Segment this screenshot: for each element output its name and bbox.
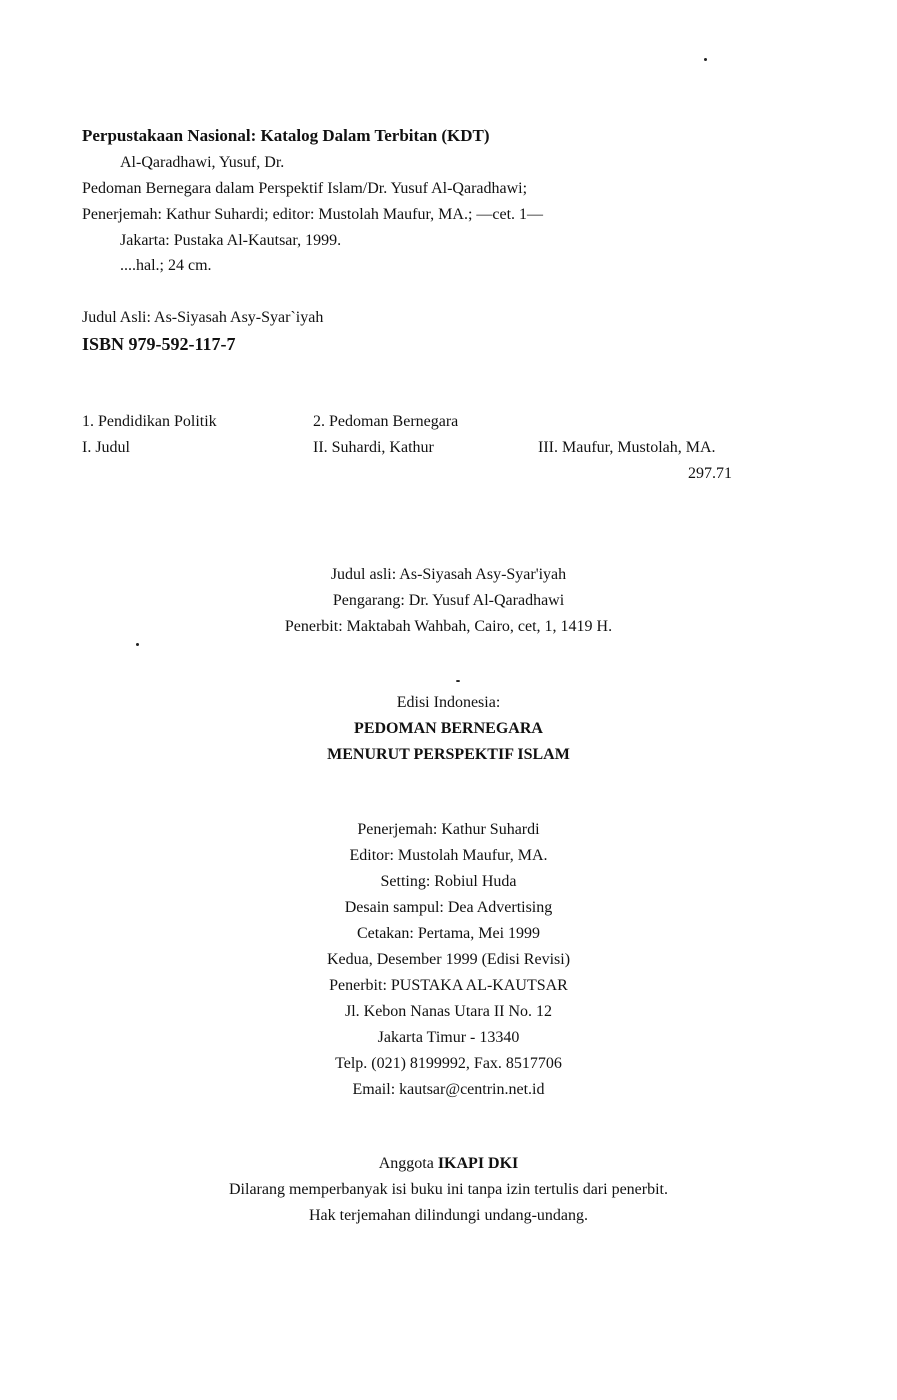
- credit-city: Jakarta Timur - 13340: [377, 1029, 520, 1046]
- copy-notice: Dilarang memperbanyak isi buku ini tanpa izin tertulis dari penerbit.: [229, 1181, 668, 1198]
- classification-number: 297.71: [688, 465, 732, 482]
- kdt-heading: Perpustakaan Nasional: Katalog Dalam Terbitan (KDT): [82, 126, 490, 145]
- credit-phone: Telp. (021) 8199992, Fax. 8517706: [335, 1055, 562, 1072]
- credit-address: Jl. Kebon Nanas Utara II No. 12: [344, 1003, 553, 1020]
- credit-setting: Setting: Robiul Huda: [380, 873, 517, 890]
- scan-speck: [136, 643, 139, 646]
- scan-speck: [456, 680, 460, 682]
- original-publisher: Penerbit: Maktabah Wahbah, Cairo, cet, 1, 1419 H.: [284, 618, 613, 635]
- edition-title-line1: PEDOMAN BERNEGARA: [354, 720, 543, 737]
- edition-label: Edisi Indonesia:: [396, 694, 501, 711]
- credits-block: [0, 817, 897, 1103]
- index-1: I. Judul: [82, 439, 130, 456]
- kdt-author: Al-Qaradhawi, Yusuf, Dr.: [120, 154, 285, 171]
- member-prefix: Anggota: [378, 1155, 434, 1172]
- original-edition-info: [0, 562, 897, 640]
- credit-editor: Editor: Mustolah Maufur, MA.: [349, 847, 548, 864]
- original-title: Judul asli: As-Siyasah Asy-Syar'iyah: [330, 566, 567, 583]
- kdt-translator: Penerjemah: Kathur Suhardi; editor: Mustolah Maufur, MA.; —cet. 1—: [82, 206, 544, 223]
- subject-1: 1. Pendidikan Politik: [82, 413, 217, 430]
- credit-publisher: Penerbit: PUSTAKA AL-KAUTSAR: [329, 977, 568, 994]
- kdt-isbn: ISBN 979-592-117-7: [82, 334, 236, 354]
- kdt-book-title: Pedoman Bernegara dalam Perspektif Islam/Dr. Yusuf Al-Qaradhawi;: [82, 180, 528, 197]
- scan-speck: [704, 58, 707, 61]
- index-2: II. Suhardi, Kathur: [313, 439, 434, 456]
- index-3: III. Maufur, Mustolah, MA.: [538, 439, 716, 456]
- subject-2: 2. Pedoman Bernegara: [313, 413, 459, 430]
- credit-email: Email: kautsar@centrin.net.id: [352, 1081, 545, 1098]
- footer-notice: [0, 1151, 897, 1229]
- credit-translator: Penerjemah: Kathur Suhardi: [357, 821, 540, 838]
- kdt-original-title: Judul Asli: As-Siyasah Asy-Syar`iyah: [82, 309, 324, 326]
- indonesian-edition: [0, 690, 897, 768]
- rights-notice: Hak terjemahan dilindungi undang-undang.: [308, 1207, 589, 1224]
- kdt-place: Jakarta: Pustaka Al-Kautsar, 1999.: [120, 232, 342, 249]
- credit-cover-design: Desain sampul: Dea Advertising: [344, 899, 553, 916]
- credit-second-print: Kedua, Desember 1999 (Edisi Revisi): [326, 951, 571, 968]
- credit-first-print: Cetakan: Pertama, Mei 1999: [356, 925, 541, 942]
- kdt-pages: ....hal.; 24 cm.: [120, 257, 212, 274]
- member-org: IKAPI DKI: [437, 1155, 519, 1172]
- edition-title-line2: MENURUT PERSPEKTIF ISLAM: [327, 746, 570, 763]
- original-author: Pengarang: Dr. Yusuf Al-Qaradhawi: [332, 592, 565, 609]
- member-line: [0, 1151, 897, 1177]
